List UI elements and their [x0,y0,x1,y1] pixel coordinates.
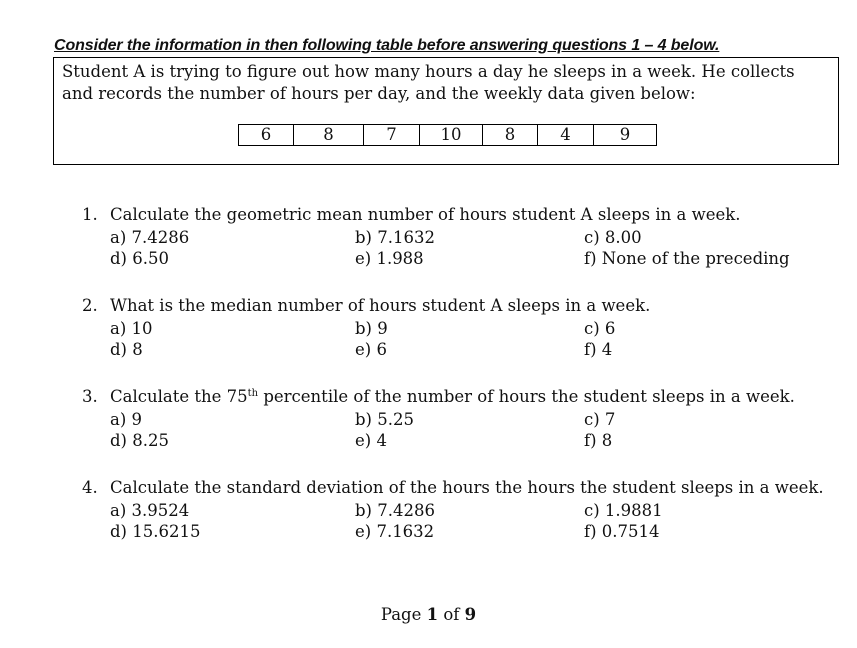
table-cell: 8 [294,125,364,146]
question-text-end: percentile of the number of hours the student sleeps in a week. [258,387,795,406]
table-cell: 10 [420,125,483,146]
table-cell: 6 [239,125,294,146]
option-f: f) 8 [584,431,613,450]
instructions-heading: Consider the information in then following table before answering questions 1 – 4 below. [54,37,720,54]
option-b: b) 5.25 [355,410,414,429]
question-text [110,386,795,408]
option-c: c) 7 [584,410,616,429]
info-box [53,57,839,165]
total-pages: 9 [464,605,477,624]
question-text: Calculate the geometric mean number of hours student A sleeps in a week. [110,205,741,224]
current-page-number: 1 [426,605,439,624]
question-text: What is the median number of hours student A sleeps in a week. [110,296,651,315]
option-a: a) 3.9524 [110,501,190,520]
intro-text: Student A is trying to figure out how many hours a day he sleeps in a week. He collects and records the number of hours per day, and the weekly data given below: [62,62,795,103]
option-e: e) 1.988 [355,249,424,268]
option-d: d) 8 [110,340,143,359]
table-cell: 7 [364,125,420,146]
option-c: c) 1.9881 [584,501,663,520]
page-prefix: Page [380,605,427,624]
option-b: b) 7.4286 [355,501,435,520]
question-text-start: Calculate the 75 [110,387,248,406]
table-cell: 8 [483,125,538,146]
question-number: 2. [82,296,98,315]
option-e: e) 7.1632 [355,522,435,541]
table-cell: 4 [538,125,594,146]
option-c: c) 6 [584,319,616,338]
table-row [239,125,657,146]
option-d: d) 8.25 [110,431,169,450]
page-footer [0,605,857,624]
option-a: a) 9 [110,410,143,429]
question-number: 4. [82,478,98,497]
question-text: Calculate the standard deviation of the hours the hours the student sleeps in a week. [110,478,824,497]
question-number: 3. [82,387,98,406]
option-a: a) 10 [110,319,153,338]
option-f: f) None of the preceding [584,249,790,268]
option-b: b) 9 [355,319,388,338]
hours-table [238,124,657,146]
option-d: d) 6.50 [110,249,169,268]
option-f: f) 0.7514 [584,522,660,541]
table-cell: 9 [594,125,657,146]
option-f: f) 4 [584,340,613,359]
option-e: e) 4 [355,431,387,450]
option-a: a) 7.4286 [110,228,190,247]
option-d: d) 15.6215 [110,522,201,541]
ordinal-suffix: th [247,388,259,399]
page-separator: of [438,605,465,624]
option-c: c) 8.00 [584,228,642,247]
question-number: 1. [82,205,98,224]
option-e: e) 6 [355,340,387,359]
option-b: b) 7.1632 [355,228,435,247]
